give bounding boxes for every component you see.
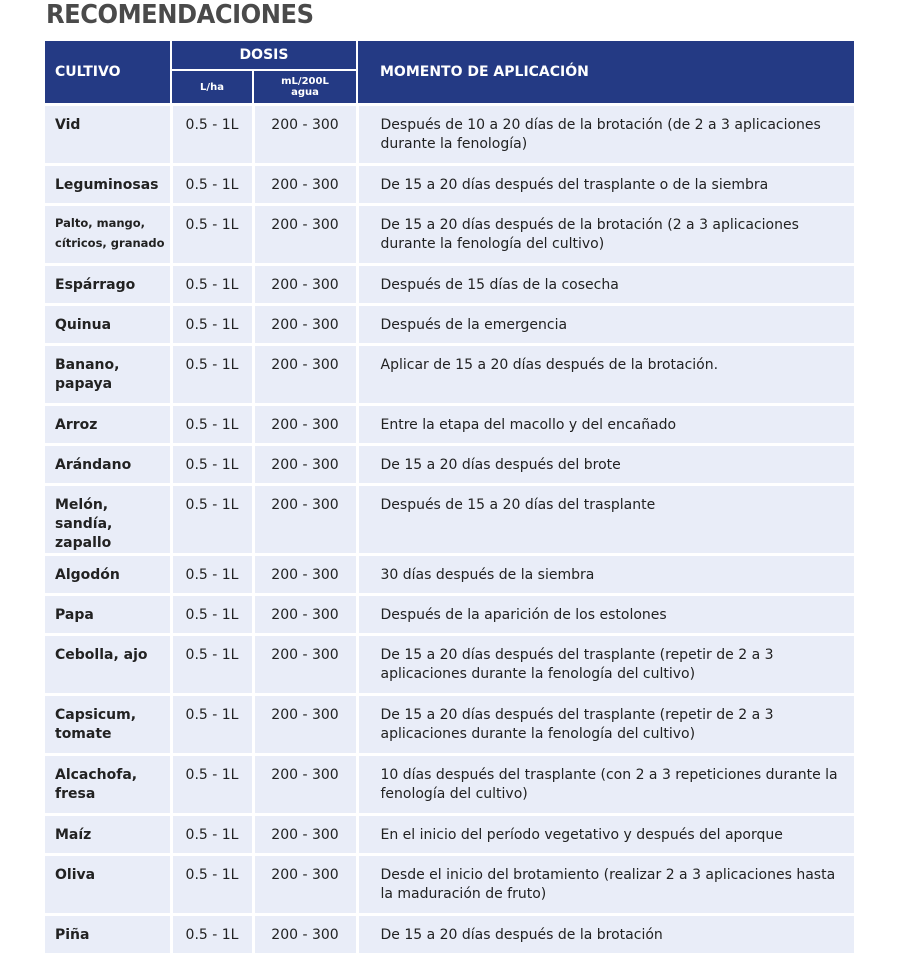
dose-lha-cell: 0.5 - 1L — [171, 755, 253, 815]
momento-cell: Después de 15 días de la cosecha — [357, 265, 854, 305]
dose-lha-cell: 0.5 - 1L — [171, 265, 253, 305]
momento-cell: Aplicar de 15 a 20 días después de la brotación. — [357, 345, 854, 405]
table-row — [45, 265, 854, 305]
dose-lha-cell: 0.5 - 1L — [171, 485, 253, 555]
dose-lha-cell: 0.5 - 1L — [171, 205, 253, 265]
table-row — [45, 205, 854, 265]
table-row — [45, 345, 854, 405]
dose-ml-cell: 200 - 300 — [253, 595, 357, 635]
dose-lha-cell: 0.5 - 1L — [171, 345, 253, 405]
table-row — [45, 595, 854, 635]
table-row — [45, 635, 854, 695]
crop-cell: Quinua — [45, 305, 171, 345]
table-row — [45, 855, 854, 915]
momento-cell: De 15 a 20 días después del brote — [357, 445, 854, 485]
dose-lha-cell: 0.5 - 1L — [171, 165, 253, 205]
dose-ml-cell: 200 - 300 — [253, 635, 357, 695]
momento-cell: De 15 a 20 días después de la brotación (2 a 3 aplicaciones durante la fenología del cultivo) — [357, 205, 854, 265]
momento-cell: Después de 15 a 20 días del trasplante — [357, 485, 854, 555]
header-ml-line2: agua — [291, 87, 319, 98]
table-row — [45, 165, 854, 205]
crop-cell: Oliva — [45, 855, 171, 915]
dose-ml-cell: 200 - 300 — [253, 815, 357, 855]
dose-ml-cell: 200 - 300 — [253, 165, 357, 205]
dose-lha-cell: 0.5 - 1L — [171, 635, 253, 695]
crop-cell: Melón, sandía, zapallo — [45, 485, 171, 555]
crop-cell: Capsicum, tomate — [45, 695, 171, 755]
dose-ml-cell: 200 - 300 — [253, 695, 357, 755]
dose-ml-cell: 200 - 300 — [253, 485, 357, 555]
dose-lha-cell: 0.5 - 1L — [171, 405, 253, 445]
crop-cell: Arroz — [45, 405, 171, 445]
table-row — [45, 305, 854, 345]
header-cultivo: CULTIVO — [45, 41, 171, 105]
momento-cell: 10 días después del trasplante (con 2 a 3 repeticiones durante la fenología del cultivo) — [357, 755, 854, 815]
crop-cell: Piña — [45, 915, 171, 955]
dose-lha-cell: 0.5 - 1L — [171, 445, 253, 485]
momento-cell: 30 días después de la siembra — [357, 555, 854, 595]
dose-lha-cell: 0.5 - 1L — [171, 305, 253, 345]
crop-cell: Espárrago — [45, 265, 171, 305]
crop-cell: Papa — [45, 595, 171, 635]
dose-ml-cell: 200 - 300 — [253, 555, 357, 595]
momento-cell: Después de la aparición de los estolones — [357, 595, 854, 635]
header-lha: L/ha — [171, 70, 253, 105]
crop-cell: Alcachofa, fresa — [45, 755, 171, 815]
table-row — [45, 815, 854, 855]
dose-ml-cell: 200 - 300 — [253, 205, 357, 265]
crop-cell: Arándano — [45, 445, 171, 485]
table-row — [45, 695, 854, 755]
header-ml — [253, 70, 357, 105]
page-title: RECOMENDACIONES — [46, 0, 314, 30]
dose-ml-cell: 200 - 300 — [253, 445, 357, 485]
dose-ml-cell: 200 - 300 — [253, 265, 357, 305]
momento-cell: De 15 a 20 días después del trasplante (repetir de 2 a 3 aplicaciones durante la fenología del cultivo) — [357, 635, 854, 695]
momento-cell: De 15 a 20 días después de la brotación — [357, 915, 854, 955]
dose-lha-cell: 0.5 - 1L — [171, 815, 253, 855]
dose-ml-cell: 200 - 300 — [253, 915, 357, 955]
table-row — [45, 445, 854, 485]
dose-ml-cell: 200 - 300 — [253, 105, 357, 165]
crop-cell: Algodón — [45, 555, 171, 595]
crop-cell: Palto, mango, cítricos, granado — [45, 205, 171, 265]
header-dosis: DOSIS — [171, 41, 357, 70]
dose-lha-cell: 0.5 - 1L — [171, 695, 253, 755]
header-momento: MOMENTO DE APLICACIÓN — [357, 41, 854, 105]
recommendations-table — [45, 41, 854, 956]
dose-lha-cell: 0.5 - 1L — [171, 555, 253, 595]
table-row — [45, 405, 854, 445]
dose-lha-cell: 0.5 - 1L — [171, 105, 253, 165]
dose-ml-cell: 200 - 300 — [253, 345, 357, 405]
crop-cell: Vid — [45, 105, 171, 165]
momento-cell: Desde el inicio del brotamiento (realizar 2 a 3 aplicaciones hasta la maduración de fruto) — [357, 855, 854, 915]
dose-ml-cell: 200 - 300 — [253, 405, 357, 445]
header-ml-line1: mL/200L — [281, 76, 329, 87]
dose-lha-cell: 0.5 - 1L — [171, 915, 253, 955]
momento-cell: En el inicio del período vegetativo y después del aporque — [357, 815, 854, 855]
crop-cell: Maíz — [45, 815, 171, 855]
momento-cell: Después de la emergencia — [357, 305, 854, 345]
table-header — [45, 41, 854, 105]
crop-cell: Leguminosas — [45, 165, 171, 205]
table-row — [45, 105, 854, 165]
momento-cell: De 15 a 20 días después del trasplante (repetir de 2 a 3 aplicaciones durante la fenología del cultivo) — [357, 695, 854, 755]
dose-ml-cell: 200 - 300 — [253, 755, 357, 815]
dose-ml-cell: 200 - 300 — [253, 305, 357, 345]
momento-cell: De 15 a 20 días después del trasplante o de la siembra — [357, 165, 854, 205]
dose-lha-cell: 0.5 - 1L — [171, 595, 253, 635]
dose-lha-cell: 0.5 - 1L — [171, 855, 253, 915]
momento-cell: Entre la etapa del macollo y del encañado — [357, 405, 854, 445]
crop-cell: Banano, papaya — [45, 345, 171, 405]
table-row — [45, 485, 854, 555]
table-row — [45, 555, 854, 595]
table-row — [45, 915, 854, 955]
momento-cell: Después de 10 a 20 días de la brotación (de 2 a 3 aplicaciones durante la fenología) — [357, 105, 854, 165]
dose-ml-cell: 200 - 300 — [253, 855, 357, 915]
table-row — [45, 755, 854, 815]
crop-cell: Cebolla, ajo — [45, 635, 171, 695]
